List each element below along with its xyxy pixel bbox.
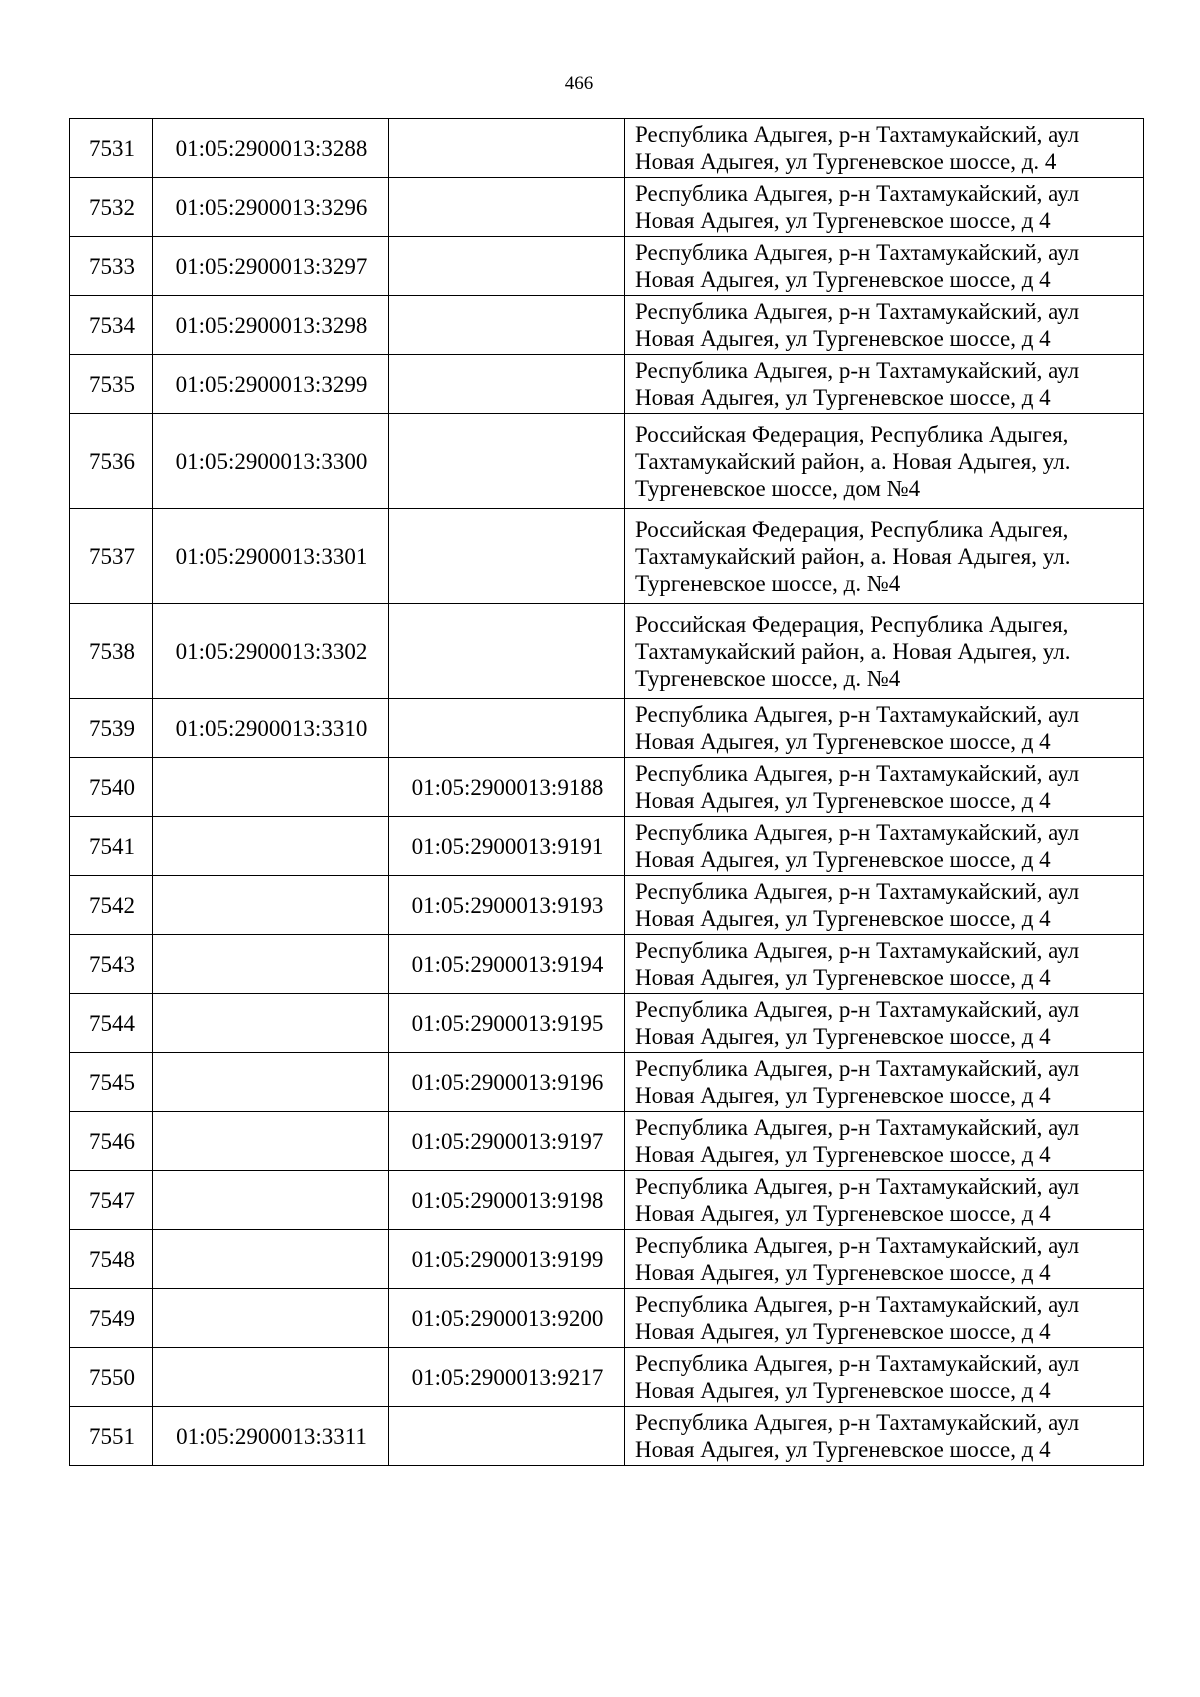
- table-row: [70, 699, 1144, 758]
- cadastral-number-cell: [153, 817, 389, 876]
- address-cell: Республика Адыгея, р-н Тахтамукайский, аул Новая Адыгея, ул Тургеневское шоссе, д 4: [625, 1289, 1144, 1348]
- address-cell: Российская Федерация, Республика Адыгея, Тахтамукайский район, а. Новая Адыгея, ул. Тургеневское шоссе, д. №4: [625, 604, 1144, 699]
- row-number-cell: 7550: [70, 1348, 153, 1407]
- related-cadastral-number-cell: 01:05:2900013:9196: [389, 1053, 625, 1112]
- cadastral-number-cell: [153, 1289, 389, 1348]
- cadastral-number-cell: [153, 1112, 389, 1171]
- row-number-cell: 7532: [70, 178, 153, 237]
- row-number-cell: 7537: [70, 509, 153, 604]
- related-cadastral-number-cell: [389, 1407, 625, 1466]
- address-cell: Республика Адыгея, р-н Тахтамукайский, аул Новая Адыгея, ул Тургеневское шоссе, д 4: [625, 355, 1144, 414]
- table-row: [70, 1230, 1144, 1289]
- address-cell: Республика Адыгея, р-н Тахтамукайский, аул Новая Адыгея, ул Тургеневское шоссе, д 4: [625, 1171, 1144, 1230]
- related-cadastral-number-cell: 01:05:2900013:9200: [389, 1289, 625, 1348]
- address-cell: Республика Адыгея, р-н Тахтамукайский, аул Новая Адыгея, ул Тургеневское шоссе, д 4: [625, 1112, 1144, 1171]
- row-number-cell: 7533: [70, 237, 153, 296]
- related-cadastral-number-cell: [389, 178, 625, 237]
- related-cadastral-number-cell: 01:05:2900013:9188: [389, 758, 625, 817]
- table-row: [70, 1407, 1144, 1466]
- related-cadastral-number-cell: 01:05:2900013:9195: [389, 994, 625, 1053]
- table-row: [70, 1289, 1144, 1348]
- table-row: [70, 758, 1144, 817]
- cadastral-number-cell: [153, 876, 389, 935]
- address-cell: Республика Адыгея, р-н Тахтамукайский, аул Новая Адыгея, ул Тургеневское шоссе, д 4: [625, 178, 1144, 237]
- page-number: 466: [564, 73, 594, 94]
- address-cell: Республика Адыгея, р-н Тахтамукайский, аул Новая Адыгея, ул Тургеневское шоссе, д 4: [625, 1348, 1144, 1407]
- table-row: [70, 1348, 1144, 1407]
- address-cell: Республика Адыгея, р-н Тахтамукайский, аул Новая Адыгея, ул Тургеневское шоссе, д 4: [625, 237, 1144, 296]
- row-number-cell: 7545: [70, 1053, 153, 1112]
- table-row: [70, 1112, 1144, 1171]
- cadastral-number-cell: 01:05:2900013:3298: [153, 296, 389, 355]
- table-row: [70, 237, 1144, 296]
- cadastral-number-cell: 01:05:2900013:3311: [153, 1407, 389, 1466]
- related-cadastral-number-cell: [389, 699, 625, 758]
- table-row: [70, 935, 1144, 994]
- row-number-cell: 7538: [70, 604, 153, 699]
- address-cell: Республика Адыгея, р-н Тахтамукайский, аул Новая Адыгея, ул Тургеневское шоссе, д 4: [625, 1230, 1144, 1289]
- cadastral-number-cell: 01:05:2900013:3297: [153, 237, 389, 296]
- register-table: [69, 118, 1144, 1466]
- address-cell: Республика Адыгея, р-н Тахтамукайский, аул Новая Адыгея, ул Тургеневское шоссе, д 4: [625, 876, 1144, 935]
- row-number-cell: 7548: [70, 1230, 153, 1289]
- address-cell: Республика Адыгея, р-н Тахтамукайский, аул Новая Адыгея, ул Тургеневское шоссе, д. 4: [625, 119, 1144, 178]
- address-cell: Республика Адыгея, р-н Тахтамукайский, аул Новая Адыгея, ул Тургеневское шоссе, д 4: [625, 817, 1144, 876]
- cadastral-number-cell: 01:05:2900013:3288: [153, 119, 389, 178]
- related-cadastral-number-cell: 01:05:2900013:9198: [389, 1171, 625, 1230]
- table-row: [70, 296, 1144, 355]
- related-cadastral-number-cell: [389, 414, 625, 509]
- related-cadastral-number-cell: 01:05:2900013:9199: [389, 1230, 625, 1289]
- related-cadastral-number-cell: 01:05:2900013:9217: [389, 1348, 625, 1407]
- row-number-cell: 7544: [70, 994, 153, 1053]
- row-number-cell: 7549: [70, 1289, 153, 1348]
- cadastral-number-cell: [153, 994, 389, 1053]
- cadastral-number-cell: [153, 1171, 389, 1230]
- table-row: [70, 355, 1144, 414]
- row-number-cell: 7551: [70, 1407, 153, 1466]
- related-cadastral-number-cell: 01:05:2900013:9194: [389, 935, 625, 994]
- cadastral-number-cell: [153, 1053, 389, 1112]
- row-number-cell: 7547: [70, 1171, 153, 1230]
- register-table-body: [70, 119, 1144, 1466]
- row-number-cell: 7531: [70, 119, 153, 178]
- related-cadastral-number-cell: 01:05:2900013:9197: [389, 1112, 625, 1171]
- row-number-cell: 7541: [70, 817, 153, 876]
- table-row: [70, 119, 1144, 178]
- cadastral-number-cell: [153, 935, 389, 994]
- address-cell: Республика Адыгея, р-н Тахтамукайский, аул Новая Адыгея, ул Тургеневское шоссе, д 4: [625, 935, 1144, 994]
- related-cadastral-number-cell: 01:05:2900013:9193: [389, 876, 625, 935]
- related-cadastral-number-cell: [389, 355, 625, 414]
- address-cell: Республика Адыгея, р-н Тахтамукайский, аул Новая Адыгея, ул Тургеневское шоссе, д 4: [625, 296, 1144, 355]
- table-row: [70, 1053, 1144, 1112]
- address-cell: Республика Адыгея, р-н Тахтамукайский, аул Новая Адыгея, ул Тургеневское шоссе, д 4: [625, 1407, 1144, 1466]
- related-cadastral-number-cell: 01:05:2900013:9191: [389, 817, 625, 876]
- address-cell: Республика Адыгея, р-н Тахтамукайский, аул Новая Адыгея, ул Тургеневское шоссе, д 4: [625, 699, 1144, 758]
- cadastral-number-cell: [153, 1348, 389, 1407]
- address-cell: Республика Адыгея, р-н Тахтамукайский, аул Новая Адыгея, ул Тургеневское шоссе, д 4: [625, 994, 1144, 1053]
- cadastral-number-cell: 01:05:2900013:3300: [153, 414, 389, 509]
- address-cell: Российская Федерация, Республика Адыгея, Тахтамукайский район, а. Новая Адыгея, ул. Тургеневское шоссе, д. №4: [625, 509, 1144, 604]
- row-number-cell: 7542: [70, 876, 153, 935]
- cadastral-number-cell: [153, 1230, 389, 1289]
- cadastral-number-cell: 01:05:2900013:3296: [153, 178, 389, 237]
- address-cell: Российская Федерация, Республика Адыгея, Тахтамукайский район, а. Новая Адыгея, ул. Тургеневское шоссе, дом №4: [625, 414, 1144, 509]
- row-number-cell: 7540: [70, 758, 153, 817]
- related-cadastral-number-cell: [389, 237, 625, 296]
- table-row: [70, 509, 1144, 604]
- table-row: [70, 414, 1144, 509]
- row-number-cell: 7534: [70, 296, 153, 355]
- related-cadastral-number-cell: [389, 604, 625, 699]
- address-cell: Республика Адыгея, р-н Тахтамукайский, аул Новая Адыгея, ул Тургеневское шоссе, д 4: [625, 758, 1144, 817]
- related-cadastral-number-cell: [389, 119, 625, 178]
- cadastral-number-cell: [153, 758, 389, 817]
- row-number-cell: 7543: [70, 935, 153, 994]
- table-row: [70, 817, 1144, 876]
- table-row: [70, 1171, 1144, 1230]
- row-number-cell: 7535: [70, 355, 153, 414]
- cadastral-number-cell: 01:05:2900013:3299: [153, 355, 389, 414]
- row-number-cell: 7536: [70, 414, 153, 509]
- row-number-cell: 7539: [70, 699, 153, 758]
- cadastral-number-cell: 01:05:2900013:3301: [153, 509, 389, 604]
- cadastral-number-cell: 01:05:2900013:3302: [153, 604, 389, 699]
- table-row: [70, 178, 1144, 237]
- related-cadastral-number-cell: [389, 509, 625, 604]
- table-row: [70, 876, 1144, 935]
- related-cadastral-number-cell: [389, 296, 625, 355]
- address-cell: Республика Адыгея, р-н Тахтамукайский, аул Новая Адыгея, ул Тургеневское шоссе, д 4: [625, 1053, 1144, 1112]
- table-row: [70, 604, 1144, 699]
- row-number-cell: 7546: [70, 1112, 153, 1171]
- table-row: [70, 994, 1144, 1053]
- cadastral-number-cell: 01:05:2900013:3310: [153, 699, 389, 758]
